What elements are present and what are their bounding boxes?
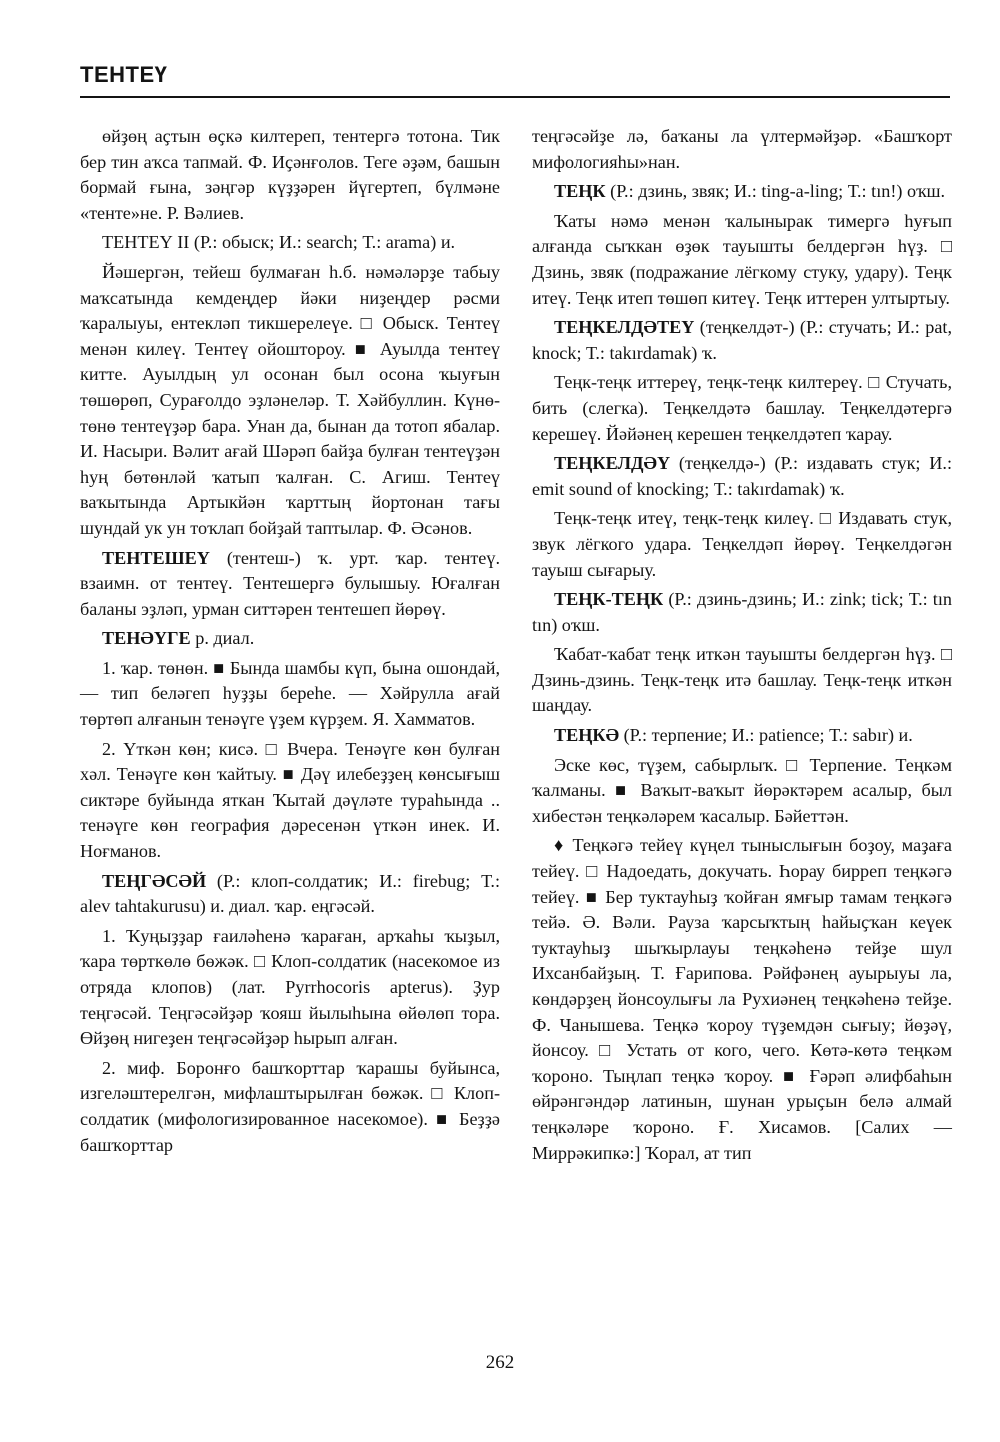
entry-headword: ТЕНТЕШЕҮ (тентеш-) ҡ. урт. ҡар. тентеү. взаимн. от тентеү. Тентешергә булышыу. Юғалған баланы эҙләп, урман ситтәрен тентешеп йөрөү. (80, 547, 500, 619)
entry-paragraph: Эске көс, түҙем, сабырлыҡ. □ Терпение. Теңкәм ҡалманы. ■ Ваҡыт-ваҡыт йөрәктәрем асалыр, был хибестән теңкәләрем ҡасалыр. Бәйеттән. (532, 754, 952, 826)
entry-paragraph: теңгәсәйҙе лә, баҡаны ла үлтермәйҙәр. «Башҡорт мифологияһы»нан. (532, 126, 952, 172)
entry-paragraph: Ҡабат-ҡабат теңк иткән тауышты белдергән һүҙ. □ Дзинь-дзинь. Теңк-теңк итә башлау. Теңк-теңк иткән шаңдау. (532, 644, 952, 716)
headword: ТЕНТЕШЕҮ (102, 547, 210, 568)
entry-sense: 1. ҡар. төнөн. ■ Бында шамбы күп, бына ошондай, — тип беләгеп һуҙҙы береһе. — Хәйрулла ағай төртөп алғанын тенәүге үҙем күрҙем. Я. Хамматов. (80, 657, 500, 730)
entry-paragraph: Ҡаты нәмә менән ҡалынырак тимергә һуғып алғанда сыҡкан өҙөк тауышты белдергән һүҙ. □ Дзинь, звяк (подражание лёгкому стуку, удару). Теңк итеү. Теңк итеп төшөп китеү. Теңк иттерен ултыртыу. (532, 210, 952, 308)
entry-headword: ТЕНТЕҮ II (Р.: обыск; И.: search; Т.: arama) и. (102, 232, 456, 253)
right-column (532, 124, 952, 1170)
entry-headword: ТЕҢГӘСӘЙ (Р.: клоп-солдатик; И.: firebug; Т.: alev tahtakurusu) и. диал. ҡар. еңгәсәй. (80, 870, 500, 917)
left-column (80, 124, 500, 1162)
entry-headword: ТЕҢКӘ (Р.: терпение; И.: patience; Т.: sabır) и. (554, 725, 913, 746)
running-head: ТЕНТЕҮ (80, 62, 168, 87)
entry-paragraph: Йәшергән, тейеш булмаған һ.б. нәмәләрҙе табыу маҡсатында кемдеңдер йәки ниҙеңдер рәсми ҡаралыуы, ентекләп тикшерелеүе. □ Обыск. Тентеү менән килеү. Тентеү ойоштороу. ■ Ауылда тентеү китте. Ауылдың ул осонан был осона ҡыуғын төшөрөп, Сурағолдо эҙләнеләр. Т. Хәйбуллин. Күнө-төнө тентеүҙәр бара. Унан да, бынан да тотоп ябалар. И. Насыри. Вәлит ағай Шәрәп байҙа булған тентеүҙән һуң бөтөнләй ҡатып ҡалған. С. Агиш. Тентеү ваҡытында Артыкйән ҡарттың йортонан тағы шундай ук ун тоҡлап бойҙай таптылар. Ф. Әсәнов. (80, 261, 500, 538)
headword: ТЕҢКЕЛДӘТЕҮ (554, 317, 695, 338)
entry-headword: ТЕҢК (Р.: дзинь, звяк; И.: ting-a-ling; Т.: tın!) оҡш. (554, 181, 946, 202)
entry-paragraph: Теңк-теңк иттереү, теңк-теңк килтереү. □ Стучать, бить (слегка). Теңкелдәтә башлау. Теңкелдәтергә керешеү. Йәйәнең керешен теңкелдәтеп ҡарау. (532, 372, 952, 444)
headword: ТЕНӘҮГЕ (102, 628, 191, 649)
entry-sense: 1. Ҡуңыҙҙар ғаиләһенә ҡараған, арҡаһы ҡыҙыл, ҡара төрткөлө бөжәк. □ Клоп-солдатик (насекомое из отряда клопов) (лат. Pyrrhocoris apterus). Ҙур теңгәсәй. Теңгәсәйҙәр ҡояш йылыһына өйөлөп тора. Өйҙөң нигеҙен теңгәсәйҙәр һырып алған. (80, 925, 500, 1049)
page-number: 262 (485, 1352, 515, 1373)
entry-headword: ТЕҢК-ТЕҢК (Р.: дзинь-дзинь; И.: zink; tick; Т.: tın tın) оҡш. (532, 589, 952, 635)
entry-sense: 2. миф. Боронғо башҡорттар ҡарашы буйынса, изгеләштерелгән, мифлаштырылған бөжәк. □ Клоп-солдатик (мифологизированное насекомое). ■ Беҙҙә башҡорттар (80, 1057, 500, 1155)
entry-sense: 2. Үткән көн; кисә. □ Вчера. Тенәүге көн булған хәл. Тенәүге көн ҡайтыу. ■ Дәү илебеҙҙең көнсығыш сиктәре буйында яткан Ҡытай дәүләте тураһында .. тенәүге көн география дәресенән үткән инек. И. Ноғманов. (80, 738, 500, 862)
entry-idiom: ♦ Теңкәгә тейеү күңел тыныслығын боҙоу, маҙаға тейеү. □ Надоедать, докучать. Һорау бирреп теңкәгә тейеү. ■ Бер туктауһыҙ ҡойған ямғыр тамам теңкәгә тейә. Ә. Вәли. Рауза ҡарсыҡтың һайыҫҡан кеүек туктауһыҙ шыҡырлауы теңкәһенә тейҙе шул Ихсанбайҙың. Т. Ғарипова. Рәйфәнең ауырыуы ла, көндәрҙең йонсоулығы ла Рухиәнең теңкәһенә тейҙе. Ф. Чанышева. Теңкә ҡороу түҙемдән сығыу; йөҙәү, йонсоу. □ Устать от кого, чего. Көтә-көтә теңкәм ҡороно. Тыңлап теңкә ҡороу. ■ Ғәрәп әлифбаһын өйрәнгәндәр латинын, шунан урыҫын белә алмай теңкәләре ҡороно. Ғ. Хисамов. [Салих — Миррәкипкә:] Ҡорал, ат тип (532, 835, 952, 1163)
entry-paragraph: өйҙөң аҫтын өҫкә килтереп, тентергә тотона. Тик бер тин аҡса тапмай. Ф. Иҫәнғолов. Теге әҙәм, башын бормай ғына, зәңгәр күҙҙәрен йүгертеп, бүлмәне «тенте»не. Р. Вәлиев. (80, 126, 500, 223)
headword: ТЕҢКӘ (554, 725, 620, 746)
entry-headword: ТЕҢКЕЛДӘТЕҮ (теңкелдәт-) (Р.: стучать; И.: pat, knock; Т.: takırdamak) ҡ. (532, 317, 952, 363)
entry-headword: ТЕҢКЕЛДӘҮ (теңкелдә-) (Р.: издавать стук; И.: emit sound of knocking; Т.: takırdamak) ҡ. (532, 453, 952, 499)
entry-headword: ТЕНӘҮГЕ р. диал. (102, 628, 255, 649)
headword: ТЕҢК (554, 181, 606, 202)
headword: ТЕҢК-ТЕҢК (554, 589, 664, 610)
headword: ТЕҢКЕЛДӘҮ (554, 453, 671, 474)
header-rule (80, 96, 950, 98)
headword: ТЕҢГӘСӘЙ (102, 870, 207, 891)
entry-paragraph: Теңк-теңк итеү, теңк-теңк килеү. □ Издавать стук, звук лёгкого удара. Теңкелдәп йөрөү. Теңкелдәгән тауыш сығарыу. (532, 508, 952, 580)
